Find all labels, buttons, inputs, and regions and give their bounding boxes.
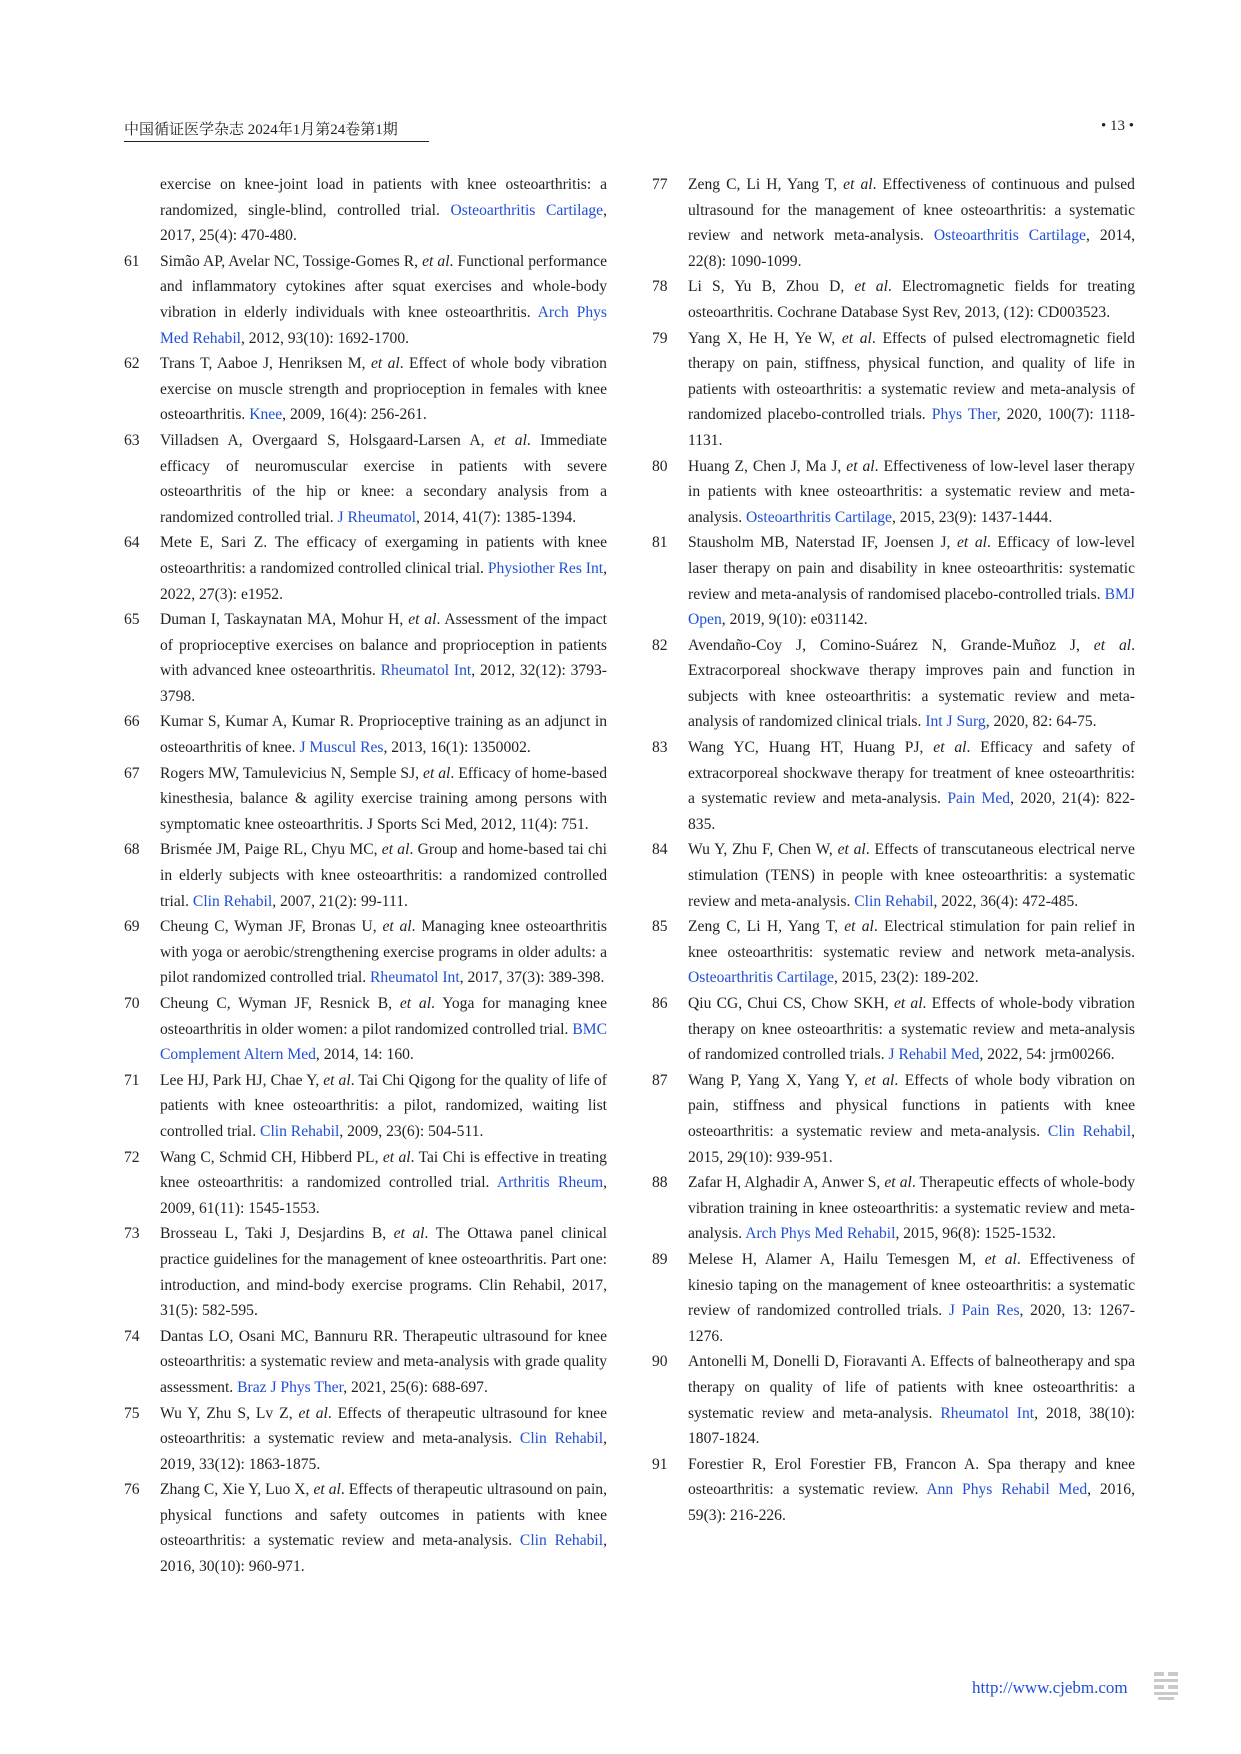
reference-etal: et al — [933, 739, 967, 757]
reference-journal-link[interactable]: Clin Rehabil — [192, 892, 273, 910]
reference-item — [652, 172, 1135, 274]
reference-citation: , 2009, 23(6): 504-511. — [339, 1122, 484, 1140]
reference-etal: et al — [313, 1481, 341, 1499]
reference-etal: et al — [837, 841, 866, 859]
reference-title: . Extracorporeal shockwave therapy improves pain and function in subjects with knee osteoarthritis: a systematic review and meta-analysis of randomized clinical trials. — [688, 636, 1135, 731]
reference-number: 85 — [652, 918, 668, 936]
reference-item — [124, 530, 607, 607]
reference-authors: Yang X, He H, Ye W, — [688, 329, 842, 347]
reference-authors: Kumar S, Kumar A, Kumar R. — [160, 713, 359, 731]
reference-title: . Immediate efficacy of neuromuscular exercise in patients with severe osteoarthritis of the hip or knee: a secondary analysis from a randomized controlled trial. — [160, 431, 607, 526]
reference-etal: et al — [399, 995, 432, 1012]
reference-authors: Villadsen A, Overgaard S, Holsgaard-Larsen A, — [160, 431, 495, 449]
reference-number: 73 — [124, 1225, 140, 1243]
reference-item — [124, 1221, 607, 1323]
reference-authors: Wang C, Schmid CH, Hibberd PL, — [160, 1148, 383, 1166]
reference-citation: , 2009, 16(4): 256-261. — [282, 406, 427, 424]
reference-number: 67 — [124, 764, 140, 782]
reference-item — [124, 914, 607, 991]
reference-title: . Efficacy of home-based kinesthesia, balance & agility exercise training among persons with symptomatic knee osteoarthritis. J Sports Sci Med, 2012, 11(4): 751. — [160, 764, 607, 833]
reference-title: . Yoga for managing knee osteoarthritis in older women: a pilot randomized controlled trial. — [160, 995, 607, 1038]
reference-item — [124, 172, 607, 249]
reference-etal: et al — [984, 1250, 1017, 1268]
reference-citation: , 2018, 38(10): 1807-1824. — [688, 1404, 1135, 1448]
reference-authors: Wu Y, Zhu F, Chen W, — [688, 841, 838, 859]
reference-journal-link[interactable]: Rheumatol Int — [370, 969, 460, 987]
reference-item — [124, 428, 607, 530]
reference-title: . Effects of therapeutic ultrasound on pain, physical functions and safety outcomes in patients with knee osteoarthritis: a systematic review and meta-analysis. — [160, 1481, 607, 1550]
reference-title: . Electromagnetic fields for treating osteoarthritis. Cochrane Database Syst Rev, 2013, (12): CD003523. — [688, 278, 1135, 321]
reference-item — [124, 837, 607, 914]
reference-authors: Brosseau L, Taki J, Desjardins B, — [160, 1225, 394, 1243]
reference-authors: Duman I, Taskaynatan MA, Mohur H, — [160, 611, 409, 629]
reference-number: 83 — [652, 739, 668, 757]
reference-citation: , 2014, 22(8): 1090-1099. — [688, 227, 1135, 270]
reference-number: 64 — [124, 534, 140, 552]
reference-number: 75 — [124, 1404, 140, 1422]
reference-title: . Effect of whole body vibration exercise on muscle strength and proprioception in females with knee osteoarthritis. — [160, 355, 607, 424]
reference-citation: , 2020, 21(4): 822-835. — [688, 790, 1135, 833]
reference-etal: et al — [841, 329, 872, 347]
reference-journal-link[interactable]: J Pain Res — [948, 1302, 1020, 1320]
reference-authors: Cheung C, Wyman JF, Resnick B, — [160, 995, 400, 1012]
reference-number: 79 — [652, 329, 668, 347]
reference-item — [652, 1349, 1135, 1451]
reference-authors: Zhang C, Xie Y, Luo X, — [160, 1481, 314, 1499]
reference-number: 84 — [652, 841, 668, 859]
reference-authors: Forestier R, Erol Forestier FB, Francon A. — [688, 1455, 988, 1473]
reference-journal-link[interactable]: Ann Phys Rehabil Med — [926, 1481, 1088, 1499]
reference-title: . Efficacy and safety of extracorporeal shockwave therapy for treatment of knee osteoarthritis: a systematic review and meta-analysis. — [688, 739, 1135, 808]
reference-authors: Qiu CG, Chui CS, Chow SKH, — [688, 995, 894, 1012]
reference-journal-link[interactable]: Pain Med — [947, 790, 1011, 808]
reference-etal: et al — [494, 431, 527, 449]
reference-number: 74 — [124, 1327, 140, 1345]
reference-journal-link[interactable]: Arch Phys Med Rehabil — [160, 303, 607, 347]
reference-citation: , 2020, 100(7): 1118-1131. — [688, 406, 1135, 449]
reference-authors: Melese H, Alamer A, Hailu Temesgen M, — [688, 1250, 985, 1268]
reference-citation: , 2015, 23(2): 189-202. — [833, 969, 979, 987]
reference-number: 87 — [652, 1071, 668, 1089]
reference-citation: , 2017, 25(4): 470-480. — [160, 201, 608, 245]
reference-authors: Li S, Yu B, Zhou D, — [688, 278, 855, 296]
page-number: • 13 • — [1100, 118, 1134, 134]
reference-number: 71 — [124, 1071, 140, 1089]
reference-title: . Electrical stimulation for pain relief in knee osteoarthritis: systematic review and network meta-analysis. — [688, 918, 1135, 961]
reference-title: Proprioceptive training as an adjunct in osteoarthritis of knee. — [160, 713, 607, 757]
reference-number: 62 — [124, 355, 140, 373]
reference-journal-link[interactable]: J Rehabil Med — [888, 1046, 980, 1064]
reference-number: 77 — [652, 176, 668, 193]
reference-title: . Effects of pulsed electromagnetic field therapy on pain, stiffness, physical function, and quality of life in patients with osteoarthritis: a systematic review and meta-analysis of randomized placebo-controlled trials. — [688, 329, 1135, 424]
reference-authors: Wang YC, Huang HT, Huang PJ, — [688, 739, 934, 757]
reference-authors: Zeng C, Li H, Yang T, — [688, 176, 844, 193]
reference-item — [652, 991, 1135, 1068]
reference-citation: , 2007, 21(2): 99-111. — [272, 892, 408, 910]
reference-etal: et al — [893, 995, 923, 1012]
reference-title: . Effects of whole-body vibration therapy on knee osteoarthritis: a systematic review and meta-analysis of randomized controlled trials. — [688, 995, 1135, 1064]
reference-title: . Tai Chi is effective in treating knee osteoarthritis: a randomized controlled trial. — [160, 1148, 607, 1192]
reference-citation: , 2020, 82: 64-75. — [985, 713, 1097, 731]
reference-etal: et al — [957, 534, 987, 552]
reference-authors: Dantas LO, Osani MC, Bannuru RR. — [160, 1327, 403, 1345]
reference-item — [124, 709, 607, 760]
reference-title: Effects of balneotherapy and spa therapy on quality of life of patients with knee osteoarthritis: a systematic review and meta-analysis. — [688, 1353, 1135, 1422]
reference-citation: , 2015, 23(9): 1437-1444. — [891, 508, 1053, 526]
reference-title: . Functional performance and inflammatory cytokines after squat exercises and whole-body vibration in elderly individuals with knee osteoarthritis. — [160, 252, 607, 321]
reference-etal: et al — [381, 841, 410, 859]
reference-etal: et al — [408, 611, 437, 629]
reference-item — [652, 1452, 1135, 1529]
reference-number: 88 — [652, 1174, 668, 1192]
page-header — [124, 118, 1134, 142]
reference-etal: et al — [884, 1174, 912, 1192]
reference-item — [652, 274, 1135, 325]
reference-etal: et al — [323, 1071, 351, 1089]
reference-title: . Therapeutic effects of whole-body vibration training in knee osteoarthritis: a systematic review and meta-analysis. — [688, 1174, 1135, 1243]
reference-journal-link[interactable]: Int J Surg — [925, 713, 986, 731]
reference-item — [124, 249, 607, 351]
reference-number: 82 — [652, 636, 668, 654]
reference-citation: , 2016, 30(10): 960-971. — [160, 1532, 607, 1576]
reference-journal-link[interactable]: Clin Rehabil — [260, 1122, 340, 1140]
reference-journal-link[interactable]: Clin Rehabil — [519, 1532, 604, 1550]
reference-item — [124, 991, 607, 1068]
reference-item — [652, 735, 1135, 837]
reference-authors: Huang Z, Chen J, Ma J, — [688, 457, 847, 475]
reference-citation: , 2016, 59(3): 216-226. — [688, 1481, 1135, 1524]
reference-citation: , 2022, 27(3): e1952. — [160, 559, 608, 603]
reference-citation: , 2009, 61(11): 1545-1553. — [160, 1174, 608, 1217]
reference-etal: et al — [393, 1225, 425, 1243]
reference-item — [652, 326, 1135, 454]
reference-title: . Effectiveness of low-level laser therapy in patients with knee osteoarthritis: a systematic review and meta-analysis. — [688, 457, 1135, 526]
reference-number: 61 — [124, 252, 140, 270]
reference-number: 90 — [652, 1353, 668, 1371]
reference-authors: Trans T, Aaboe J, Henriksen M, — [160, 355, 371, 373]
reference-title: . Effects of transcutaneous electrical nerve stimulation (TENS) in people with knee osteoarthritis: a systematic review and meta-analysis. — [688, 841, 1135, 910]
reference-title: Therapeutic ultrasound for knee osteoarthritis: a systematic review and meta-analysis with grade quality assessment. — [160, 1327, 608, 1396]
reference-journal-link[interactable]: Phys Ther — [931, 406, 997, 424]
reference-authors: Wu Y, Zhu S, Lv Z, — [160, 1404, 299, 1422]
reference-etal: et al — [846, 457, 875, 475]
reference-number: 68 — [124, 841, 140, 859]
reference-title: . Effects of therapeutic ultrasound for knee osteoarthritis: a systematic review and meta-analysis. — [160, 1404, 607, 1448]
reference-number: 89 — [652, 1250, 668, 1268]
reference-title: . Tai Chi Qigong for the quality of life of patients with knee osteoarthritis: a pilot, randomized, waiting list controlled trial. — [160, 1071, 607, 1140]
reference-citation: , 2015, 29(10): 939-951. — [688, 1122, 1135, 1166]
reference-item — [124, 761, 607, 838]
reference-citation: , 2012, 93(10): 1692-1700. — [240, 329, 410, 347]
reference-title: . Effects of whole body vibration on pain, stiffness and physical functions in patients with knee osteoarthritis: a systematic review and meta-analysis. — [688, 1071, 1135, 1140]
reference-etal: et al — [422, 252, 450, 270]
journal-url[interactable]: http://www.cjebm.com — [972, 1678, 1128, 1697]
reference-authors: Lee HJ, Park HJ, Chae Y, — [160, 1071, 324, 1089]
reference-citation: , 2014, 14: 160. — [315, 1046, 414, 1064]
reference-authors: Zeng C, Li H, Yang T, — [688, 918, 845, 936]
reference-journal-link[interactable]: Osteoarthritis Cartilage — [746, 508, 892, 526]
reference-item — [124, 1477, 607, 1579]
reference-title: Spa therapy and knee osteoarthritis: a systematic review. — [688, 1455, 1136, 1499]
reference-item — [652, 1247, 1135, 1349]
reference-etal: et al — [864, 1071, 895, 1089]
reference-title: . Managing knee osteoarthritis with yoga or aerobic/strengthening exercise programs in older adults: a pilot randomized controlled trial. — [160, 918, 607, 987]
reference-citation: , 2020, 13: 1267-1276. — [688, 1302, 1135, 1345]
reference-item — [652, 633, 1135, 735]
reference-journal-link[interactable]: Rheumatol Int — [940, 1404, 1035, 1422]
reference-title: . Assessment of the impact of proprioceptive exercises on balance and proprioception in patients with advanced knee osteoarthritis. — [160, 611, 607, 680]
reference-column-right — [652, 172, 1135, 1528]
reference-item — [124, 607, 607, 709]
reference-journal-link[interactable]: Osteoarthritis Cartilage — [450, 201, 604, 219]
reference-item — [652, 1170, 1135, 1247]
reference-citation: , 2019, 9(10): e031142. — [721, 611, 868, 629]
reference-journal-link[interactable]: J Muscul Res — [299, 739, 384, 757]
reference-item — [652, 454, 1135, 531]
reference-title: The efficacy of exergaming in patients with knee osteoarthritis: a randomized controlled clinical trial. — [160, 534, 607, 577]
reference-number: 86 — [652, 995, 668, 1012]
reference-authors: Zafar H, Alghadir A, Anwer S, — [688, 1174, 885, 1192]
reference-citation: , 2022, 36(4): 472-485. — [933, 892, 1079, 910]
reference-authors: Cheung C, Wyman JF, Bronas U, — [160, 918, 383, 936]
reference-item — [124, 1401, 607, 1478]
reference-title: . The Ottawa panel clinical practice guidelines for the management of knee osteoarthritis. Part one: introduction, and mind-body exercise programs. Clin Rehabil, 2017, 31(5): 582-595. — [160, 1225, 607, 1320]
reference-authors: Avendaño-Coy J, Comino-Suárez N, Grande-Muñoz J, — [688, 636, 1094, 654]
reference-number: 69 — [124, 918, 140, 936]
reference-journal-link[interactable]: Clin Rehabil — [1047, 1122, 1132, 1140]
reference-authors: Stausholm MB, Naterstad IF, Joensen J, — [688, 534, 958, 552]
reference-journal-link[interactable]: Clin Rehabil — [519, 1430, 604, 1448]
reference-item — [124, 351, 607, 428]
reference-item — [124, 1145, 607, 1222]
reference-number: 80 — [652, 457, 668, 475]
reference-item — [652, 1068, 1135, 1170]
reference-title: exercise on knee-joint load in patients with knee osteoarthritis: a randomized, single-blind, controlled trial. — [160, 176, 607, 219]
reference-number: 78 — [652, 278, 668, 296]
reference-item — [652, 914, 1135, 991]
reference-authors: Wang P, Yang X, Yang Y, — [688, 1071, 865, 1089]
reference-journal-link[interactable]: Arch Phys Med Rehabil — [745, 1225, 896, 1243]
reference-etal: et al — [370, 355, 400, 373]
reference-journal-link[interactable]: Rheumatol Int — [380, 662, 472, 680]
reference-authors: Simão AP, Avelar NC, Tossige-Gomes R, — [160, 252, 423, 270]
reference-authors: Brismée JM, Paige RL, Chyu MC, — [160, 841, 382, 859]
reference-item — [124, 1068, 607, 1145]
reference-citation: , 2014, 41(7): 1385-1394. — [415, 508, 577, 526]
reference-authors: Antonelli M, Donelli D, Fioravanti A. — [688, 1353, 930, 1371]
reference-number: 91 — [652, 1455, 668, 1473]
reference-column-left — [124, 172, 607, 1580]
reference-item — [652, 837, 1135, 914]
header-rule — [124, 141, 429, 142]
reference-number: 65 — [124, 611, 140, 629]
reference-item — [652, 530, 1135, 632]
reference-journal-link[interactable]: Knee — [249, 406, 283, 424]
reference-citation: , 2015, 96(8): 1525-1532. — [895, 1225, 1056, 1243]
reference-citation: , 2017, 37(3): 389-398. — [459, 969, 605, 987]
reference-citation: , 2022, 54: jrm00266. — [979, 1046, 1115, 1064]
reference-etal: et al — [1093, 636, 1132, 654]
reference-etal: et al — [843, 176, 873, 193]
reference-journal-link[interactable]: Osteoarthritis Cartilage — [933, 227, 1086, 245]
reference-authors: Rogers MW, Tamulevicius N, Semple SJ, — [160, 764, 424, 782]
reference-citation: , 2019, 33(12): 1863-1875. — [160, 1430, 607, 1473]
reference-number: 66 — [124, 713, 140, 731]
reference-title: . Effectiveness of kinesio taping on the management of knee osteoarthritis: a systematic review of randomized controlled trials. — [688, 1250, 1135, 1320]
reference-number: 76 — [124, 1481, 140, 1499]
reference-citation: , 2013, 16(1): 1350002. — [383, 739, 531, 757]
reference-journal-link[interactable]: Physiother Res Int — [487, 559, 604, 577]
reference-number: 81 — [652, 534, 668, 552]
reference-etal: et al — [382, 1148, 411, 1166]
reference-citation: , 2021, 25(6): 688-697. — [343, 1378, 488, 1396]
reference-journal-link[interactable]: Clin Rehabil — [854, 892, 934, 910]
reference-journal-link[interactable]: Osteoarthritis Cartilage — [688, 969, 834, 987]
reference-journal-link[interactable]: Arthritis Rheum — [496, 1174, 604, 1192]
reference-etal: et al — [423, 764, 451, 782]
reference-journal-link[interactable]: BMC Complement Altern Med — [160, 1020, 607, 1064]
reference-etal: et al — [382, 918, 412, 936]
reference-etal: et al — [854, 278, 888, 296]
reference-title: . Efficacy of low-level laser therapy on pain and disability in knee osteoarthritis: systematic review and meta-analysis of randomised placebo-controlled trials. — [688, 534, 1135, 603]
reference-journal-link[interactable]: BMJ Open — [688, 585, 1135, 629]
reference-number: 70 — [124, 995, 140, 1012]
reference-item — [124, 1324, 607, 1401]
reference-number: 63 — [124, 431, 140, 449]
reference-citation: , 2012, 32(12): 3793-3798. — [160, 662, 607, 705]
reference-etal: et al — [844, 918, 874, 936]
reference-title: . Effectiveness of continuous and pulsed ultrasound for the management of knee osteoarthritis: a systematic review and network meta-analysis. — [688, 176, 1135, 245]
journal-logo-icon — [1152, 1670, 1180, 1702]
reference-title: . Group and home-based tai chi in elderly subjects with knee osteoarthritis: a randomized controlled trial. — [160, 841, 607, 910]
reference-journal-link[interactable]: Braz J Phys Ther — [237, 1378, 344, 1396]
journal-issue: 中国循证医学杂志 2024年1月第24卷第1期 — [124, 122, 398, 138]
reference-number: 72 — [124, 1148, 140, 1166]
reference-etal: et al — [298, 1404, 328, 1422]
reference-journal-link[interactable]: J Rheumatol — [337, 508, 416, 526]
reference-authors: Mete E, Sari Z. — [160, 534, 275, 552]
